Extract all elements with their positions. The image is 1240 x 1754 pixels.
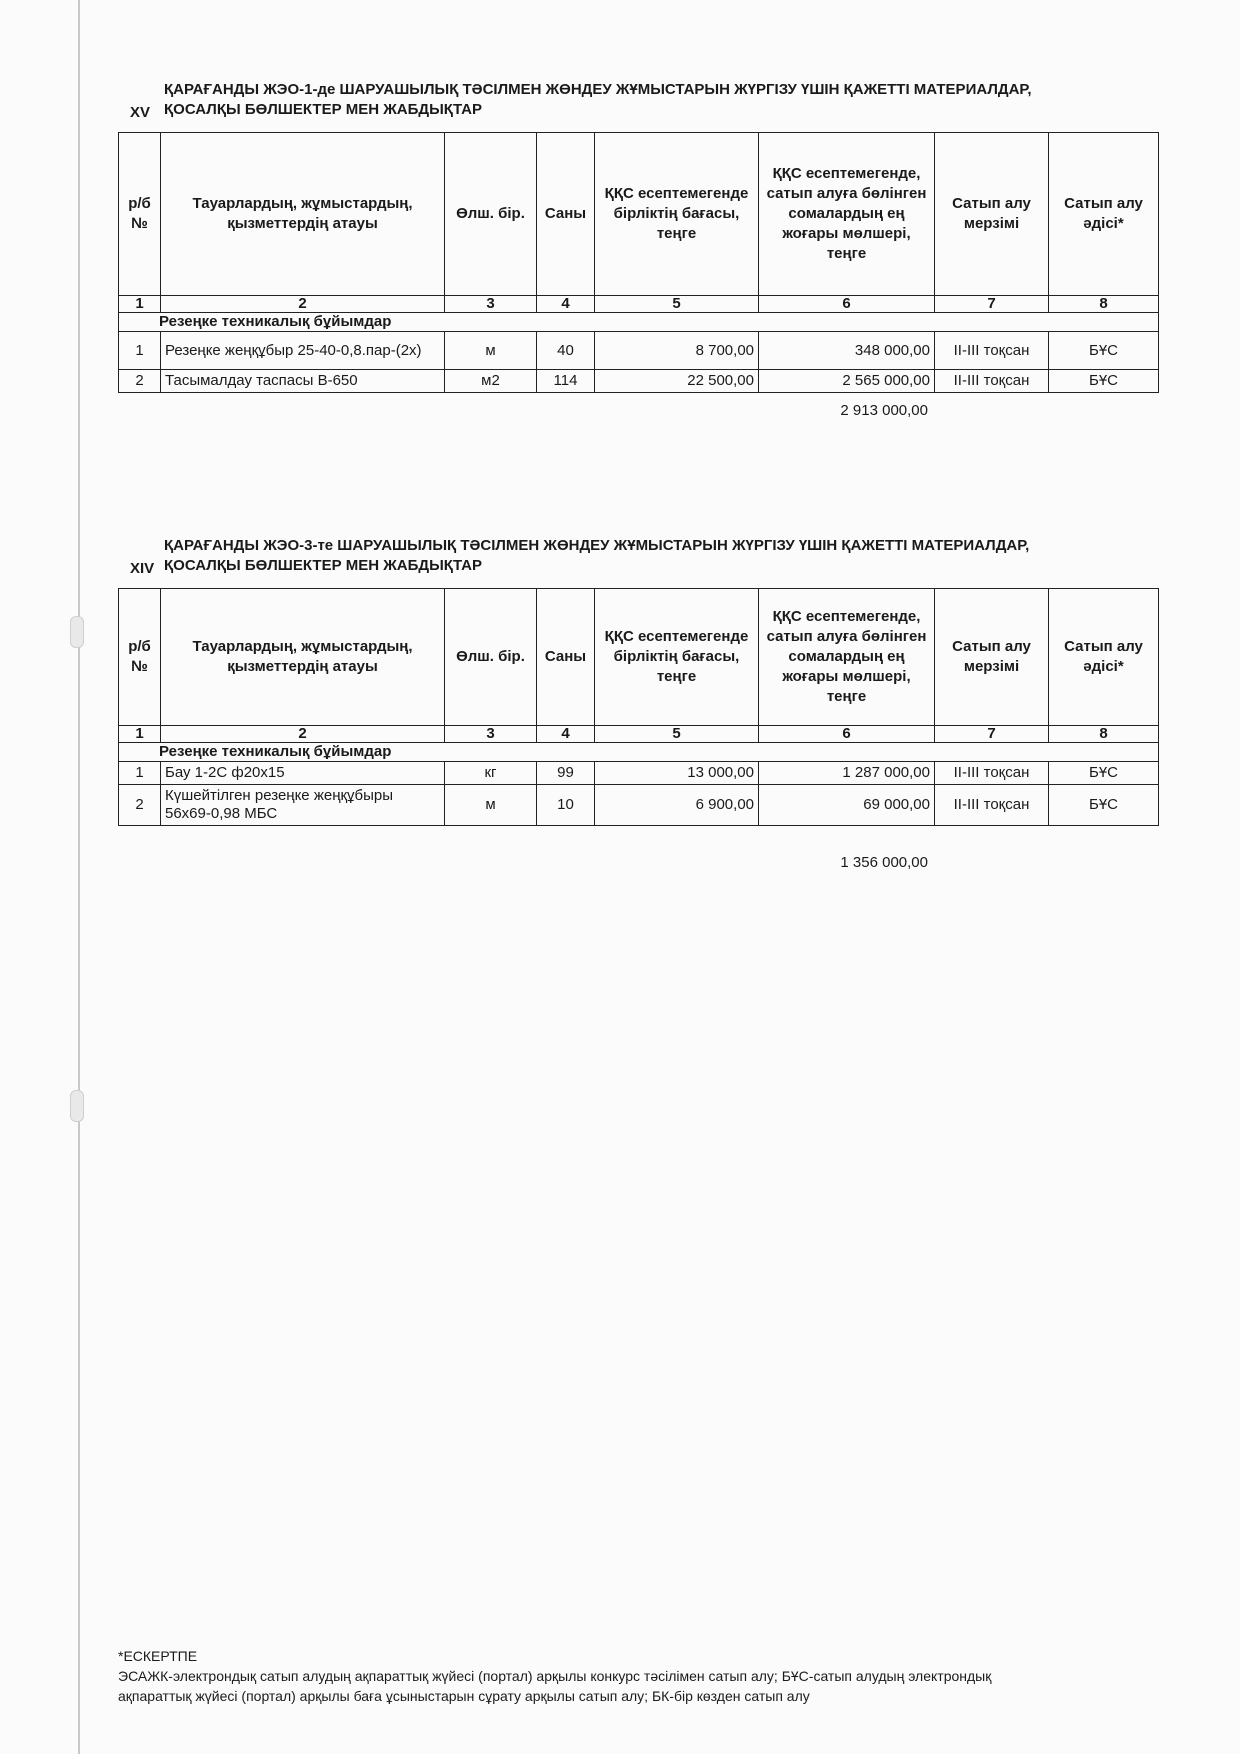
col-header-sum: ҚҚС есептемегенде, сатып алуға бөлінген сомалардың ең жоғары мөлшері, теңге	[759, 589, 935, 726]
cell-qty: 10	[537, 785, 595, 826]
cell-num: 1	[119, 762, 161, 785]
table-row	[119, 785, 1159, 826]
col-header-sum: ҚҚС есептемегенде, сатып алуға бөлінген сомалардың ең жоғары мөлшері, теңге	[759, 133, 935, 296]
section-title-line1: ҚАРАҒАНДЫ ЖЭО-3-те ШАРУАШЫЛЫҚ ТӘСІЛМЕН ЖӨНДЕУ ЖҰМЫСТАРЫН ЖҮРГІЗУ ҮШІН ҚАЖЕТТІ МАТЕРИАЛДАР,	[164, 537, 1030, 554]
col-header-price: ҚҚС есептемегенде бірліктің бағасы, теңге	[595, 589, 759, 726]
group-label: Резеңке техникалық бұйымдар	[119, 743, 1159, 762]
cell-qty: 114	[537, 370, 595, 393]
table-row	[119, 332, 1159, 370]
group-row	[119, 743, 1159, 762]
group-row	[119, 313, 1159, 332]
column-number: 6	[759, 296, 935, 313]
footnote-line2: ақпараттық жүйесі (портал) арқылы баға ұсыныстарын сұрату арқылы сатып алу; БК-бір көзден сатып алу	[118, 1688, 810, 1704]
cell-method: БҰС	[1049, 370, 1159, 393]
col-header-period: Сатып алу мерзімі	[935, 133, 1049, 296]
column-number: 6	[759, 726, 935, 743]
cell-price: 8 700,00	[595, 332, 759, 370]
footnote-line1: ЭСАЖК-электрондық сатып алудың ақпараттық жүйесі (портал) арқылы конкурс тәсілімен сатып алу; БҰС-сатып алудың электрондық	[118, 1668, 992, 1684]
column-number: 1	[119, 726, 161, 743]
cell-period: II-III тоқсан	[935, 785, 1049, 826]
section-xiv	[118, 536, 1158, 871]
cell-sum: 348 000,00	[759, 332, 935, 370]
column-number: 8	[1049, 296, 1159, 313]
section-title-line2: ҚОСАЛҚЫ БӨЛШЕКТЕР МЕН ЖАБДЫҚТАР	[164, 101, 483, 118]
column-number: 1	[119, 296, 161, 313]
section-number: XIV	[130, 560, 155, 577]
cell-num: 2	[119, 785, 161, 826]
col-header-method: Сатып алу әдісі*	[1049, 589, 1159, 726]
column-number: 7	[935, 726, 1049, 743]
cell-qty: 99	[537, 762, 595, 785]
cell-price: 6 900,00	[595, 785, 759, 826]
column-number-row	[119, 726, 1159, 743]
col-header-num: р/б №	[119, 133, 161, 296]
column-number: 5	[595, 296, 759, 313]
col-header-qty: Саны	[537, 133, 595, 296]
cell-name: Резеңке жеңқұбыр 25-40-0,8.пар-(2х)	[161, 332, 445, 370]
section-total: 1 356 000,00	[840, 854, 928, 871]
table-row	[119, 762, 1159, 785]
column-number: 4	[537, 726, 595, 743]
section-total: 2 913 000,00	[840, 402, 928, 419]
column-number: 2	[161, 726, 445, 743]
cell-method: БҰС	[1049, 762, 1159, 785]
cell-period: II-III тоқсан	[935, 370, 1049, 393]
punch-hole	[70, 1090, 84, 1122]
col-header-name: Тауарлардың, жұмыстардың, қызметтердің атауы	[161, 589, 445, 726]
cell-unit: м	[445, 332, 537, 370]
section-title-line2: ҚОСАЛҚЫ БӨЛШЕКТЕР МЕН ЖАБДЫҚТАР	[164, 557, 483, 574]
cell-unit: м2	[445, 370, 537, 393]
col-header-price: ҚҚС есептемегенде бірліктің бағасы, теңге	[595, 133, 759, 296]
procurement-table	[118, 132, 1159, 393]
cell-num: 1	[119, 332, 161, 370]
column-number: 3	[445, 296, 537, 313]
punch-hole	[70, 616, 84, 648]
col-header-unit: Өлш. бір.	[445, 589, 537, 726]
cell-method: БҰС	[1049, 332, 1159, 370]
table-row	[119, 370, 1159, 393]
group-label: Резеңке техникалық бұйымдар	[119, 313, 1159, 332]
section-header	[118, 80, 1158, 132]
cell-sum: 1 287 000,00	[759, 762, 935, 785]
section-header	[118, 536, 1158, 588]
table-header-row	[119, 133, 1159, 296]
footnote-heading: *ЕСКЕРТПЕ	[118, 1648, 198, 1664]
cell-method: БҰС	[1049, 785, 1159, 826]
column-number: 2	[161, 296, 445, 313]
page-edge-line	[78, 0, 80, 1754]
column-number: 5	[595, 726, 759, 743]
col-header-num: р/б №	[119, 589, 161, 726]
procurement-table	[118, 588, 1159, 826]
cell-price: 22 500,00	[595, 370, 759, 393]
cell-unit: м	[445, 785, 537, 826]
section-xv	[118, 80, 1158, 419]
cell-period: II-III тоқсан	[935, 762, 1049, 785]
column-number-row	[119, 296, 1159, 313]
col-header-period: Сатып алу мерзімі	[935, 589, 1049, 726]
col-header-method: Сатып алу әдісі*	[1049, 133, 1159, 296]
col-header-qty: Саны	[537, 589, 595, 726]
col-header-unit: Өлш. бір.	[445, 133, 537, 296]
cell-sum: 2 565 000,00	[759, 370, 935, 393]
cell-price: 13 000,00	[595, 762, 759, 785]
cell-unit: кг	[445, 762, 537, 785]
cell-period: II-III тоқсан	[935, 332, 1049, 370]
col-header-name: Тауарлардың, жұмыстардың, қызметтердің атауы	[161, 133, 445, 296]
section-title-line1: ҚАРАҒАНДЫ ЖЭО-1-де ШАРУАШЫЛЫҚ ТӘСІЛМЕН ЖӨНДЕУ ЖҰМЫСТАРЫН ЖҮРГІЗУ ҮШІН ҚАЖЕТТІ МАТЕРИАЛДАР,	[164, 81, 1032, 98]
column-number: 4	[537, 296, 595, 313]
cell-qty: 40	[537, 332, 595, 370]
column-number: 3	[445, 726, 537, 743]
cell-num: 2	[119, 370, 161, 393]
section-title	[164, 536, 1154, 576]
column-number: 7	[935, 296, 1049, 313]
section-number: XV	[130, 104, 151, 121]
footnote	[118, 1646, 1158, 1706]
column-number: 8	[1049, 726, 1159, 743]
cell-name: Бау 1-2С ф20х15	[161, 762, 445, 785]
section-title	[164, 80, 1154, 120]
cell-name: Күшейтілген резеңке жеңқұбыры 56х69-0,98 МБС	[161, 785, 445, 826]
cell-name: Тасымалдау таспасы В-650	[161, 370, 445, 393]
cell-sum: 69 000,00	[759, 785, 935, 826]
table-header-row	[119, 589, 1159, 726]
